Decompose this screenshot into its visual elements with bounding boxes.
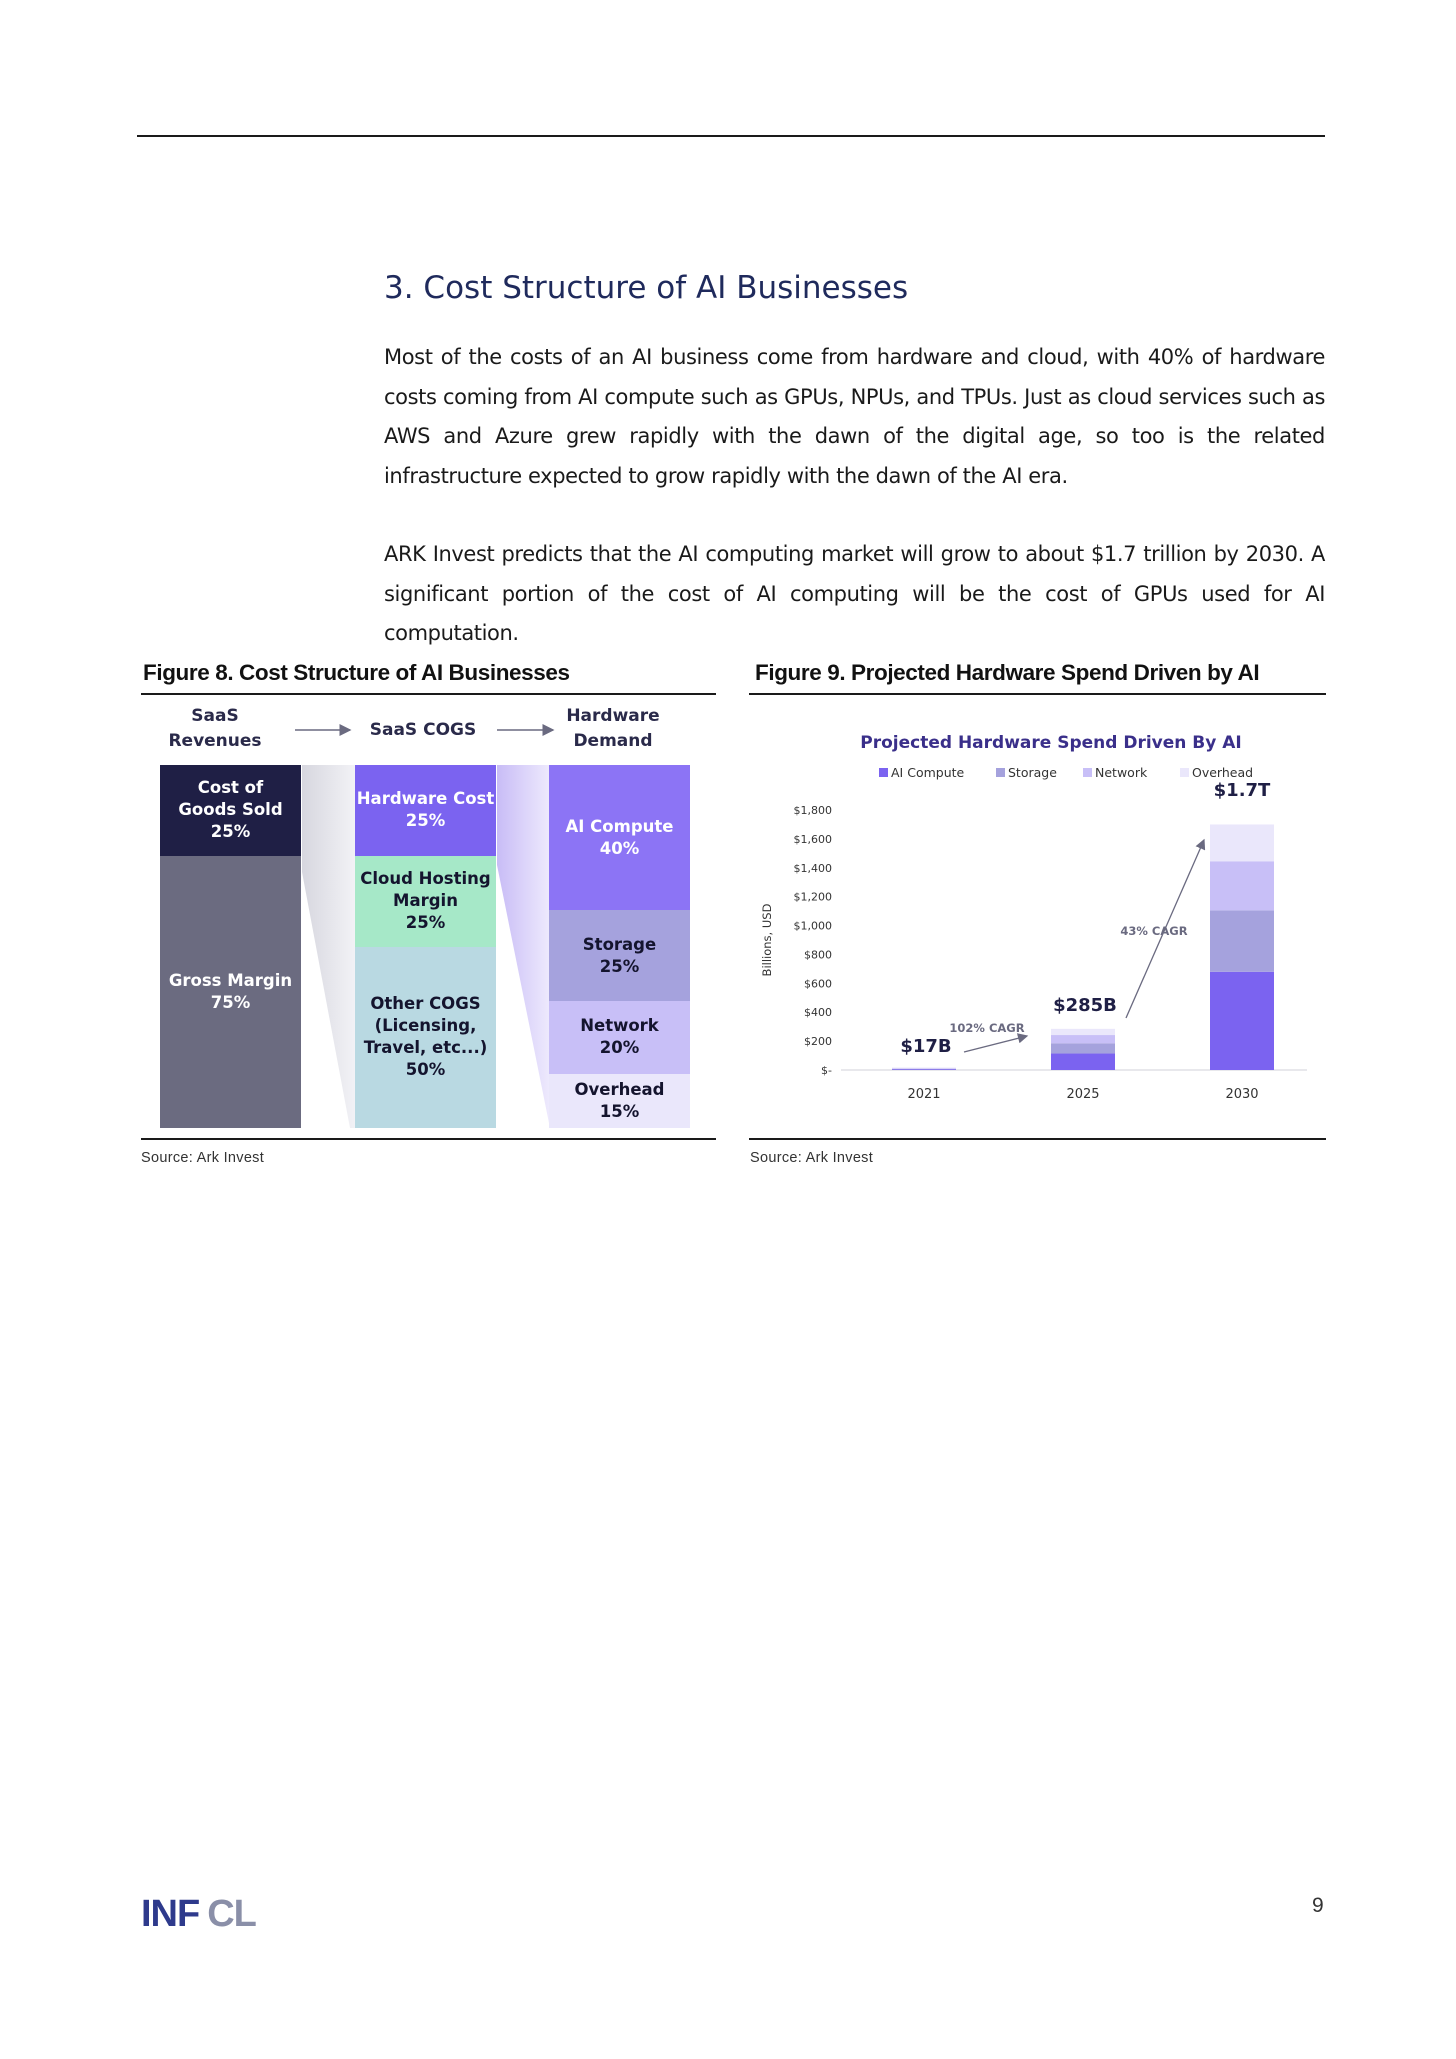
revenues-block-label: 75% [210, 992, 251, 1012]
revenues-block [160, 765, 301, 856]
x-tick-label: 2021 [907, 1087, 941, 1102]
y-axis-label: Billions, USD [760, 903, 774, 977]
revenues-block-label: Gross Margin [168, 970, 293, 990]
y-tick-label: $1,800 [793, 804, 832, 817]
header-hardware-demand-line-1: Hardware [566, 706, 660, 726]
section-title: 3. Cost Structure of AI Businesses [384, 270, 909, 306]
hardware-block-label: Overhead [574, 1079, 665, 1099]
bar-segment [1051, 1043, 1115, 1053]
cogs-expansion-wedge [302, 765, 355, 1128]
logo-cl-text: CL [207, 1893, 256, 1935]
cogs-block-label: 50% [405, 1060, 446, 1080]
bar-segment [1051, 1054, 1115, 1070]
bar-segment [1051, 1029, 1115, 1035]
page-number: 9 [1312, 1894, 1324, 1917]
footer-logo [141, 1893, 256, 1936]
hardware-block [549, 910, 690, 1001]
legend-swatch [1083, 768, 1092, 777]
cogs-block-label: Cloud Hosting [360, 869, 491, 889]
legend-swatch [996, 768, 1005, 777]
cogs-block [355, 947, 496, 1129]
hardware-block-label: 15% [599, 1101, 640, 1121]
body-paragraph-1: Most of the costs of an AI business come from hardware and cloud, with 40% of hardware costs coming from AI compute such as GPUs, NPUs, and TPUs. Just as cloud services such as AWS and Azure grew rapidly with the dawn of the digital age, so too is the related infrastructure expected to grow rapidly with the dawn of the AI era. [384, 345, 1325, 488]
hardware-block-label: AI Compute [565, 816, 674, 836]
legend-label: Storage [1008, 765, 1057, 780]
cogs-block-label: Hardware Cost [356, 789, 495, 809]
figure-8-bottom-rule [141, 1138, 716, 1140]
legend-swatch [1180, 768, 1189, 777]
bar-total-label: $285B [1053, 995, 1117, 1016]
bar-total-label: $1.7T [1213, 780, 1271, 801]
hardware-block-label: Storage [582, 934, 657, 954]
figure-8-source: Source: Ark Invest [141, 1150, 265, 1166]
bar-segment [1210, 972, 1274, 1070]
bar-segment [1210, 824, 1274, 861]
y-tick-label: $200 [804, 1035, 832, 1049]
cogs-block-label: Travel, etc...) [363, 1038, 488, 1058]
cogs-block-label: Margin [393, 891, 458, 911]
y-tick-label: $600 [804, 977, 832, 991]
top-rule [137, 135, 1325, 137]
header-saas-revenues-line-2: Revenues [168, 731, 262, 751]
legend-label: AI Compute [891, 765, 965, 780]
hardware-block [549, 1001, 690, 1074]
y-tick-label: $- [821, 1064, 832, 1077]
y-tick-label: $1,600 [793, 832, 832, 846]
cogs-block-label: 25% [405, 811, 446, 831]
hardware-block-label: 40% [599, 838, 640, 858]
body-paragraph-2: ARK Invest predicts that the AI computing market will grow to about $1.7 trillion by 2030. A significant portion of the cost of AI computing will be the cost of GPUs used for AI computation. [384, 542, 1325, 645]
header-hardware-demand-line-2: Demand [573, 731, 653, 751]
cogs-block-label: 25% [405, 913, 446, 933]
header-saas-revenues [157, 704, 273, 754]
hardware-expansion-wedge [497, 765, 550, 1128]
header-saas-cogs: SaaS COGS [369, 720, 477, 740]
cogs-block-label: (Licensing, [374, 1016, 477, 1036]
revenues-block-label: Goods Sold [178, 800, 283, 820]
cost-structure-diagram [143, 700, 715, 1140]
chart-title: Projected Hardware Spend Driven By AI [860, 733, 1242, 753]
revenues-block-label: 25% [210, 822, 251, 842]
bar-segment [1210, 861, 1274, 910]
header-hardware-demand [553, 704, 673, 754]
cogs-block [355, 765, 496, 856]
hardware-block-label: Network [580, 1016, 659, 1036]
hardware-spend-chart [749, 700, 1326, 1140]
y-tick-label: $1,200 [793, 890, 832, 904]
figure-8-title: Figure 8. Cost Structure of AI Businesses [143, 660, 570, 685]
x-tick-label: 2030 [1225, 1087, 1259, 1102]
cagr-arrow [964, 1036, 1027, 1052]
cagr-label: 102% CAGR [949, 1021, 1025, 1035]
bar-total-label: $17B [900, 1036, 952, 1057]
bar-segment [1210, 910, 1274, 971]
y-tick-label: $1,000 [793, 919, 832, 933]
figure-9-bottom-rule [749, 1138, 1326, 1140]
y-tick-label: $1,400 [793, 861, 832, 875]
chart-canvas [749, 700, 1326, 1140]
legend-label: Network [1095, 765, 1148, 780]
revenues-block-label: Cost of [197, 778, 264, 798]
cogs-block [355, 856, 496, 947]
legend-label: Overhead [1192, 765, 1254, 780]
figure-9-source: Source: Ark Invest [750, 1150, 874, 1166]
hardware-block [549, 1074, 690, 1128]
cogs-block-label: Other COGS [370, 994, 481, 1014]
revenues-block [160, 856, 301, 1128]
figure-8-top-rule [141, 693, 716, 695]
header-saas-revenues-line-1: SaaS [191, 706, 239, 726]
logo-inf-text: INF [141, 1893, 200, 1935]
y-tick-label: $800 [804, 948, 832, 962]
bar-segment [892, 1068, 956, 1069]
figure-9-top-rule [749, 693, 1326, 695]
figure-9-title: Figure 9. Projected Hardware Spend Driven by AI [755, 660, 1260, 685]
hardware-block-label: 20% [599, 1038, 640, 1058]
hardware-block-label: 25% [599, 956, 640, 976]
x-tick-label: 2025 [1066, 1087, 1100, 1102]
bar-segment [1051, 1035, 1115, 1043]
legend-swatch [879, 768, 888, 777]
hardware-block [549, 765, 690, 910]
cagr-label: 43% CAGR [1120, 924, 1188, 938]
y-tick-label: $400 [804, 1006, 832, 1020]
